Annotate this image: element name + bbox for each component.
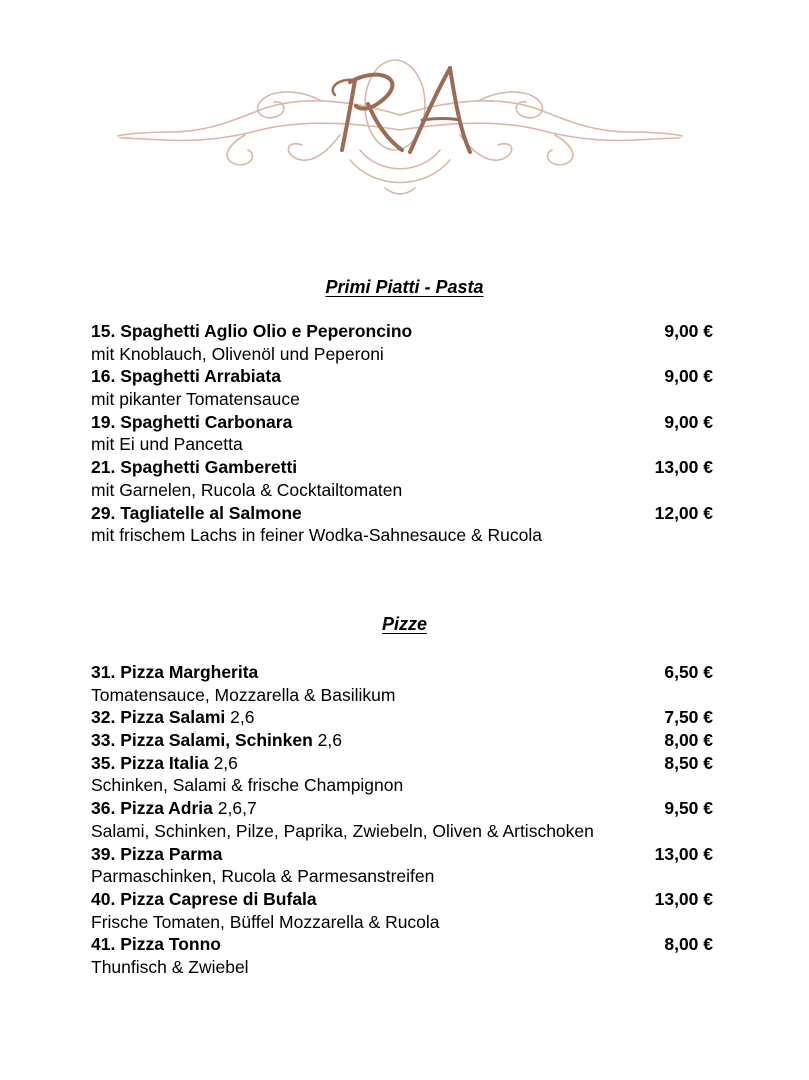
item-description: mit frischem Lachs in feiner Wodka-Sahnesauce & Rucola [91,525,543,546]
item-price: 12,00 € [654,502,713,523]
item-price: 7,50 € [664,707,713,728]
item-price: 13,00 € [654,888,713,909]
item-additive-codes: 2,6,7 [212,798,257,819]
item-additive-codes: 2,6 [208,752,238,773]
item-price: 6,50 € [664,662,713,682]
item-description: mit Knoblauch, Olivenöl und Peperoni [91,343,384,364]
menu-item-row [91,502,713,525]
item-price: 8,00 € [664,934,713,955]
item-price: 8,50 € [664,752,713,773]
item-name: 35. Pizza Italia [91,752,209,773]
item-name: 16. Spaghetti Arrabiata [91,366,281,387]
item-name: 41. Pizza Tonno [91,934,221,955]
pizza-menu-list [91,661,713,979]
item-description: Salami, Schinken, Pilze, Paprika, Zwiebeln, Oliven & Artischoken [91,820,594,841]
menu-item-row [91,843,713,866]
item-additive-codes: 2,6 [225,707,255,728]
pasta-menu-list [91,320,713,547]
menu-item-row [91,888,713,911]
menu-item-row [91,456,713,479]
restaurant-logo [110,40,690,200]
item-name: 40. Pizza Caprese di Bufala [91,888,317,909]
menu-item-row [91,752,713,775]
item-description: Thunfisch & Zwiebel [91,956,249,977]
item-price: 9,00 € [664,411,713,432]
item-price: 13,00 € [654,457,713,478]
item-price: 9,00 € [664,366,713,387]
section-title-pasta: Primi Piatti - Pasta [325,277,484,297]
item-name: 15. Spaghetti Aglio Olio e Peperoncino [91,321,413,341]
item-description: mit Garnelen, Rucola & Cocktailtomaten [91,479,403,500]
item-name: 31. Pizza Margherita [91,662,259,682]
item-price: 9,00 € [664,321,713,341]
menu-item-row [91,365,713,388]
item-name: 29. Tagliatelle al Salmone [91,502,302,523]
section-title-pizze: Pizze [381,614,428,634]
item-price: 9,50 € [664,798,713,819]
menu-item-row [91,933,713,956]
menu-item-row [91,320,713,343]
item-name: 19. Spaghetti Carbonara [91,411,293,432]
item-description: mit pikanter Tomatensauce [91,389,300,410]
item-description: Parmaschinken, Rucola & Parmesanstreifen [91,866,435,887]
menu-item-row [91,729,713,752]
menu-item-row [91,411,713,434]
item-price: 8,00 € [664,730,713,751]
item-name: 32. Pizza Salami [91,707,226,728]
menu-item-row [91,706,713,729]
item-name: 33. Pizza Salami, Schinken [91,730,313,751]
item-description: mit Ei und Pancetta [91,434,243,455]
item-name: 21. Spaghetti Gamberetti [91,457,298,478]
item-description: Frische Tomaten, Büffel Mozzarella & Rucola [91,911,440,932]
item-name: 39. Pizza Parma [91,843,223,864]
item-description: Schinken, Salami & frische Champignon [91,775,404,796]
item-description: Tomatensauce, Mozzarella & Basilikum [91,684,396,705]
item-price: 13,00 € [654,843,713,864]
item-additive-codes: 2,6 [312,730,342,751]
item-name: 36. Pizza Adria [91,798,213,819]
menu-item-row [91,661,713,684]
menu-item-row [91,797,713,820]
